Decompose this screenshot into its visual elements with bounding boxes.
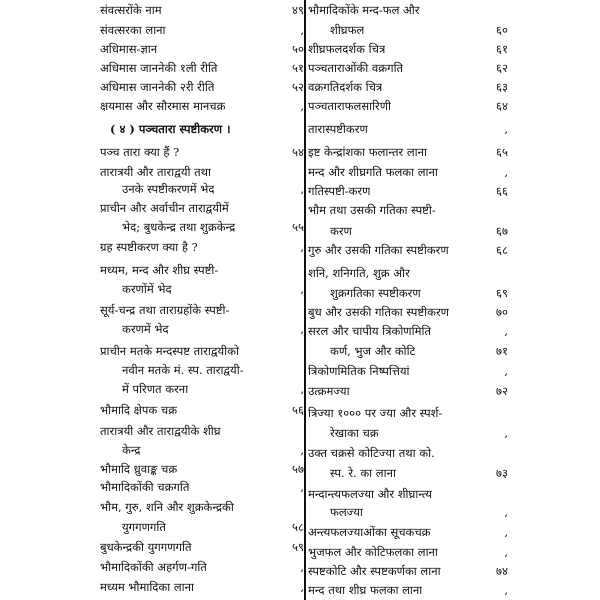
toc-entry-text: शनि, शनिगति, शुक्र और xyxy=(308,266,410,280)
toc-entry-text: मन्द तथा शीघ्र फलका लाना xyxy=(308,583,423,597)
toc-entry-page: ४९ xyxy=(292,3,304,17)
toc-entry-page: , xyxy=(300,282,304,296)
toc-entry-text: वक्रगतिदर्शक चित्र xyxy=(308,80,383,94)
toc-entry-text: करण xyxy=(330,224,352,238)
toc-entry-text: संवत्सरोंके नाम xyxy=(100,3,162,17)
toc-entry-page: ७३ xyxy=(496,466,508,480)
toc-entry-page: , xyxy=(300,580,304,594)
toc-entry-text: में परिणत करना xyxy=(122,382,189,396)
toc-entry-text: बुध और उसकी गतिका स्पष्टीकरण xyxy=(308,305,449,319)
toc-entry-page: , xyxy=(504,324,508,338)
toc-entry-text: भेद; बुधकेन्द्र तथा शुक्रकेन्द्र xyxy=(122,220,236,234)
toc-entry-page: , xyxy=(300,480,304,494)
toc-entry-text: उक्त चक्रसे कोटिज्या तथा को. xyxy=(308,446,435,460)
toc-entry-text: त्रिज्या १००० पर ज्या और स्पर्श- xyxy=(308,406,443,420)
toc-entry-page: ५७ xyxy=(292,462,304,476)
contents-column-right xyxy=(308,0,508,600)
toc-entry-text: पञ्च तारा क्या हैं ? xyxy=(100,145,180,159)
toc-entry-text: उनके स्पष्टीकरणमें भेद xyxy=(122,182,215,196)
toc-entry-page: ७१ xyxy=(496,344,508,358)
toc-entry-text: भौम, गुरु, शनि और शुक्रकेन्द्रकी xyxy=(100,500,234,514)
toc-entry-text: प्राचीन मतके मन्दस्पष्ट ताराद्वयीको xyxy=(100,344,239,358)
toc-entry-page: , xyxy=(300,382,304,396)
toc-entry-text: भौमादिकोंके मन्द-फल और xyxy=(308,3,420,17)
toc-entry-page: ५५ xyxy=(292,220,304,234)
toc-entry-page: , xyxy=(504,545,508,559)
toc-entry-text: क्षयमास और सौरमास मानचक्र xyxy=(100,99,226,113)
toc-entry-page: , xyxy=(300,322,304,336)
toc-entry-text: सरल और चापीय त्रिकोणमिति xyxy=(308,324,432,338)
toc-entry-text: स्प. रे. का लाना xyxy=(330,466,396,480)
toc-entry-text: कर्ण, भुज और कोटि xyxy=(330,344,416,358)
toc-entry-text: भुजफल और कोटिफलका लाना xyxy=(308,545,438,559)
toc-entry-text: मध्यम भौमादिका लाना xyxy=(100,580,195,594)
toc-entry-text: केन्द्र xyxy=(122,443,141,457)
toc-entry-page: , xyxy=(504,165,508,179)
toc-entry-page: , xyxy=(504,426,508,440)
toc-entry-text: उत्क्रमज्या xyxy=(308,384,350,398)
toc-entry-page: , xyxy=(300,443,304,457)
toc-entry-text: करणोंमें भेद xyxy=(122,282,172,296)
toc-entry-text: पञ्चताराओंकी वक्रगति xyxy=(308,61,404,75)
toc-entry-page: ७२ xyxy=(496,384,508,398)
section-heading-text: ( ४ ) पञ्चतारा स्पष्टीकरण । xyxy=(110,122,231,136)
toc-entry-text: शुक्रगतिका स्पष्टीकरण xyxy=(330,286,421,300)
toc-entry-page: ७४ xyxy=(496,564,508,578)
toc-entry-text: भौमादिकोंकी चक्रगति xyxy=(100,480,190,494)
column-divider xyxy=(304,0,306,600)
toc-entry-text: गुरु और उसकी गतिका स्पष्टीकरण xyxy=(308,243,449,257)
toc-entry-text: इष्ट केन्द्रांशका फलान्तर लाना xyxy=(308,145,428,159)
toc-entry-text: संवत्सरका लाना xyxy=(100,23,166,37)
contents-column-left xyxy=(100,0,304,600)
toc-entry-page: ५८ xyxy=(292,520,304,534)
toc-entry-page: ६५ xyxy=(496,145,508,159)
toc-entry-page: , xyxy=(504,583,508,597)
toc-entry-text: प्राचीन और अर्वाचीन ताराद्वयीमें xyxy=(100,201,229,215)
toc-entry-text: मन्दान्त्यफलज्या और शीघ्रान्त्य xyxy=(308,487,432,501)
toc-entry-text: भौमादि क्षेपक चक्र xyxy=(100,403,178,417)
toc-entry-text: नवीन मतके मं. स्प. ताराद्वयी- xyxy=(122,363,244,377)
toc-entry-page: ६८ xyxy=(496,243,508,257)
toc-entry-page: ५१ xyxy=(292,61,304,75)
toc-entry-text: भौम तथा उसकी गतिका स्पष्टी- xyxy=(308,203,436,217)
toc-entry-page: ५४ xyxy=(292,145,304,159)
toc-entry-page: , xyxy=(300,560,304,574)
toc-entry-text: अधिमास-ज्ञान xyxy=(100,42,158,56)
toc-entry-page: ६४ xyxy=(496,99,508,113)
toc-entry-page: ५९ xyxy=(292,540,304,554)
toc-entry-page: ६६ xyxy=(496,184,508,198)
toc-entry-page: ६७ xyxy=(496,224,508,238)
toc-entry-text: युगगणगति xyxy=(122,520,166,534)
toc-entry-text: भौमादि ध्रुवाङ्क चक्र xyxy=(100,462,178,476)
toc-entry-page: , xyxy=(504,525,508,539)
toc-entry-page: ६३ xyxy=(496,80,508,94)
toc-entry-text: अन्त्यफलज्याओंका सूचकचक्र xyxy=(308,525,431,539)
toc-entry-text: तारात्रयी और ताराद्वयी तथा xyxy=(100,165,212,179)
toc-entry-text: सूर्य-चन्द्र तथा ताराग्रहोंके स्पष्टी- xyxy=(100,303,230,317)
toc-entry-page: , xyxy=(504,122,508,136)
toc-entry-text: फलज्या xyxy=(330,505,363,519)
toc-entry-page: ७० xyxy=(496,305,508,319)
toc-entry-text: त्रिकोणमितिक निष्पत्तियां xyxy=(308,364,410,378)
toc-entry-text: पञ्चताराफलसारिणी xyxy=(308,99,392,113)
toc-entry-page: , xyxy=(300,99,304,113)
toc-entry-text: करणमें भेद xyxy=(122,322,169,336)
toc-entry-page: ६० xyxy=(496,23,508,37)
toc-entry-page: , xyxy=(504,505,508,519)
toc-entry-text: मन्द और शीघ्रगति फलका लाना xyxy=(308,165,438,179)
toc-entry-page: ६१ xyxy=(496,42,508,56)
toc-entry-page: ५६ xyxy=(292,403,304,417)
toc-entry-text: ग्रह स्पष्टीकरण क्या है ? xyxy=(100,240,198,254)
toc-entry-text: गतिस्पष्टी-करण xyxy=(308,184,371,198)
toc-entry-page: ६२ xyxy=(496,61,508,75)
toc-entry-text: अधिमास जाननेकी १ली रीति xyxy=(100,61,218,75)
toc-entry-text: मध्यम, मन्द और शीघ्र स्पष्टी- xyxy=(100,263,219,277)
toc-entry-page: , xyxy=(504,364,508,378)
toc-entry-text: रेखाका चक्र xyxy=(330,426,379,440)
toc-entry-text: भौमादिकोंकी अहर्गण-गति xyxy=(100,560,207,574)
toc-entry-page: ५० xyxy=(292,42,304,56)
toc-entry-text: स्पष्टकोटि और स्पष्टकर्णका लाना xyxy=(308,564,441,578)
toc-entry-text: तारास्पष्टीकरण xyxy=(308,122,368,136)
toc-entry-page: ६९ xyxy=(496,286,508,300)
toc-entry-page: , xyxy=(300,182,304,196)
toc-entry-text: अधिमास जाननेकी २री रीति xyxy=(100,80,215,94)
toc-entry-page: ५२ xyxy=(292,80,304,94)
toc-entry-text: शीघ्रफलदर्शक चित्र xyxy=(308,42,386,56)
toc-entry-text: बुधकेन्द्रकी युगगणगति xyxy=(100,540,192,554)
toc-entry-text: शीघ्रफल xyxy=(330,23,365,37)
toc-entry-page: , xyxy=(300,23,304,37)
toc-entry-text: तारात्रयी और ताराद्वयीके शीघ्र xyxy=(100,424,221,438)
toc-entry-page: , xyxy=(300,240,304,254)
